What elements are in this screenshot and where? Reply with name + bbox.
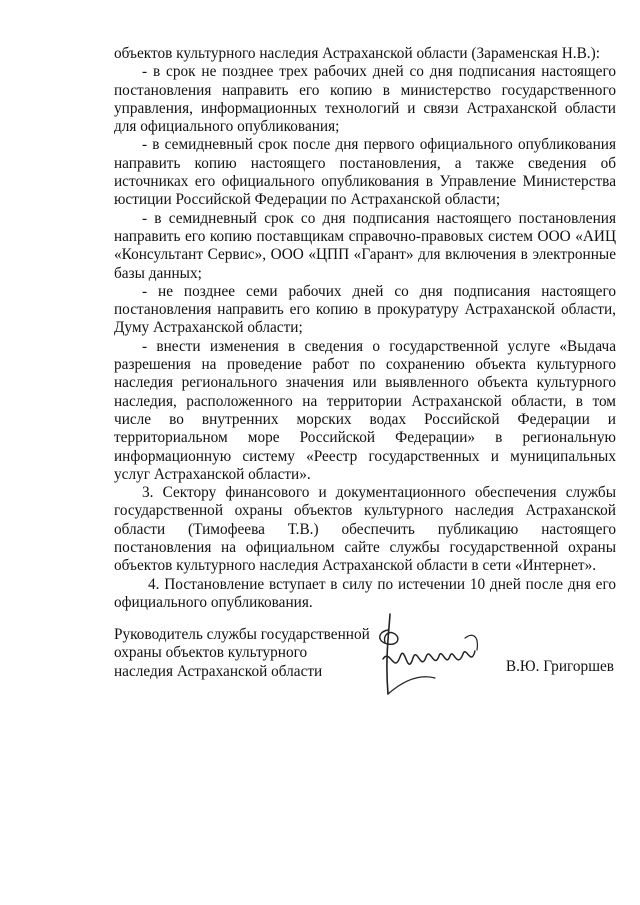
document-body xyxy=(114,45,616,612)
list-item-legal-systems: - в семидневный срок со дня подписания настоящего постановления направить его копию поставщикам справочно-правовых систем ООО «АИЦ «Консультант Сервис», ООО «ЦПП «Гарант» для включения в электронные базы данных; xyxy=(114,209,616,282)
official-title-line-3: наследия Астраханской области xyxy=(114,662,323,680)
paragraph-item-4: 4. Постановление вступает в силу по истечении 10 дней после дня его официального опубликования. xyxy=(114,575,616,611)
paragraph-item-3: 3. Сектору финансового и документационного обеспечения службы государственной охраны объектов культурного наследия Астраханской области (Тимофеева Т.В.) обеспечить публикацию настоящего постановления на официальном сайте службы государственной охраны объектов культурного наследия Астраханской области в сети «Интернет». xyxy=(114,484,616,575)
paragraph-intro-continuation: объектов культурного наследия Астраханской области (Зараменская Н.В.): xyxy=(114,45,600,62)
official-title xyxy=(114,626,384,681)
official-title-line-2: охраны объектов культурного xyxy=(114,644,308,662)
list-item-service-registry: - внести изменения в сведения о государственной услуге «Выдача разрешения на проведение работ по сохранению объекта культурного наследия регионального значения или выявленного объекта культурного наследия, расположенного на территории Астраханской области, в том числе во внутренних морских водах Российской Федерации и территориальном море Российской Федерации» в региональную информационную систему «Реестр государственных и муниципальных услуг Астраханской области». xyxy=(114,337,616,483)
list-item-prosecutor-copy: - не позднее семи рабочих дней со дня подписания настоящего постановления направить его копию в прокуратуру Астраханской области, Думу Астраханской области; xyxy=(114,282,616,337)
signature-block xyxy=(114,626,616,706)
list-item-publication-copy: - в срок не позднее трех рабочих дней со дня подписания настоящего постановления направить его копию в министерство государственного управления, информационных технологий и связи Астраханской области для официального опубликования; xyxy=(114,63,616,136)
list-item-justice-ministry: - в семидневный срок после дня первого официального опубликования направить копию настоящего постановления, а также сведения об источниках его официального опубликования в Управление Министерства юстиции Российской Федерации по Астраханской области; xyxy=(114,136,616,209)
handwritten-signature-icon xyxy=(370,612,510,696)
official-name: В.Ю. Григоршев xyxy=(505,658,614,675)
official-title-line-1: Руководитель службы государственной xyxy=(114,626,370,643)
